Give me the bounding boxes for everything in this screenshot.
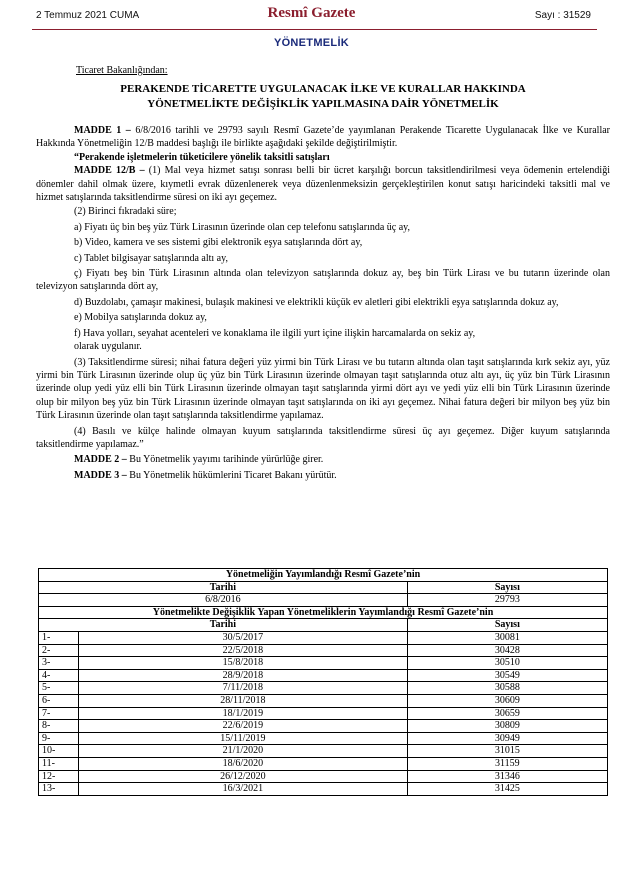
table-row <box>39 720 608 733</box>
row-gazette-number: 31346 <box>407 770 607 783</box>
row-number: 12- <box>39 770 79 783</box>
article-3-label: MADDE 3 – <box>74 469 127 481</box>
column-date-header: Tarihi <box>39 619 408 632</box>
table-header-original: Yönetmeliğin Yayımlandığı Resmî Gazete’nin <box>39 569 608 582</box>
row-date: 16/3/2021 <box>79 783 408 796</box>
regulation-title-line-2: YÖNETMELİKTE DEĞİŞİKLİK YAPILMASINA DAİR YÖNETMELİK <box>147 98 499 110</box>
row-gazette-number: 30659 <box>407 707 607 720</box>
row-number: 13- <box>39 783 79 796</box>
row-date: 15/8/2018 <box>79 657 408 670</box>
masthead-divider <box>32 29 597 30</box>
row-date: 21/1/2020 <box>79 745 408 758</box>
row-date: 15/11/2019 <box>79 732 408 745</box>
table-row <box>39 745 608 758</box>
row-date: 28/9/2018 <box>79 669 408 682</box>
regulation-body <box>36 124 610 482</box>
column-date-header: Tarihi <box>39 581 408 594</box>
row-date: 30/5/2017 <box>79 631 408 644</box>
row-date: 22/5/2018 <box>79 644 408 657</box>
table-row <box>39 732 608 745</box>
row-number: 5- <box>39 682 79 695</box>
list-item: b) Video, kamera ve ses sistemi gibi elektronik eşya satışlarında dört ay, <box>74 237 363 249</box>
original-number: 29793 <box>407 594 607 607</box>
row-number: 7- <box>39 707 79 720</box>
table-row <box>39 594 608 607</box>
article-2-label: MADDE 2 – <box>74 454 127 466</box>
article-1-label: MADDE 1 – <box>74 125 131 136</box>
article-2-text: Bu Yönetmelik yayımı tarihinde yürürlüğe girer. <box>126 454 324 466</box>
list-item: ç) Fiyatı beş bin Türk Lirasının altında olan televizyon satışlarında dokuz ay, beş bin Türk Lirası ve bu tutarın üzerinde olan televizyon satışlarında dört ay, <box>36 268 610 293</box>
table-column-row <box>39 581 608 594</box>
list-item: d) Buzdolabı, çamaşır makinesi, bulaşık makinesi ve elektrikli küçük ev aletleri gibi elektrikli eşya satışlarında dokuz ay, <box>74 296 559 308</box>
table-row <box>39 694 608 707</box>
table-header-amendments: Yönetmelikte Değişiklik Yapan Yönetmeliklerin Yayımlandığı Resmî Gazete’nin <box>39 606 608 619</box>
row-date: 18/6/2020 <box>79 757 408 770</box>
row-date: 18/1/2019 <box>79 707 408 720</box>
row-number: 3- <box>39 657 79 670</box>
row-gazette-number: 30809 <box>407 720 607 733</box>
issue-number: Sayı : 31529 <box>534 10 591 21</box>
section-title: YÖNETMELİK <box>273 37 350 49</box>
table-header-row <box>39 569 608 582</box>
row-number: 8- <box>39 720 79 733</box>
article-12b-label: MADDE 12/B – <box>74 165 145 177</box>
article-12b-heading: “Perakende işletmelerin tüketicilere yönelik taksitli satışları <box>74 151 330 163</box>
table-row <box>39 644 608 657</box>
article-1-text: 6/8/2016 tarihli ve 29793 sayılı Resmî Gazete’de yayımlanan Perakende Ticarette Uygulanacak İlke ve Kurallar Hakkında Yönetmeliğin 12/B maddesi başlığı ile birlikte aşağıdaki şekilde değiştirilmiştir. <box>36 125 610 150</box>
row-number: 4- <box>39 669 79 682</box>
gazette-history-table <box>38 568 608 796</box>
article-12b-para-3: (3) Taksitlendirme süresi; nihai fatura değeri yüz yirmi bin Türk Lirası ve bu tutarın altında olan taşıt satışlarında kırk sekiz ayı, yüz yirmi bin Türk Lirasının üzerinde olup üç yüz bin Türk Lirasının üzerinde olmayan taşıt satışlarında otuz altı ayı, üç yüz bin Türk Lirasının üzerinde olup yedi yüz elli bin Türk Lirasının üzerinde olmayan taşıt satışlarında yirmi dört ayı ve yedi yüz elli bin Türk Lirasının üzerinde olup bir milyon beş yüz bin Türk Lirasının üzerinde olmayan taşıt satışlarında on iki ayı geçemez. Nihai fatura değeri bir milyon beş yüz bin Türk Lirasının üzerinde olan taşıt satışlarında taksitlendirme yapılamaz. <box>36 356 610 422</box>
row-number: 1- <box>39 631 79 644</box>
list-closing: olarak uygulanır. <box>74 341 142 353</box>
article-1 <box>36 124 610 151</box>
table-row <box>39 783 608 796</box>
column-number-header: Sayısı <box>407 581 607 594</box>
row-gazette-number: 30549 <box>407 669 607 682</box>
row-number: 11- <box>39 757 79 770</box>
row-number: 10- <box>39 745 79 758</box>
column-number-header: Sayısı <box>407 619 607 632</box>
table-column-row <box>39 619 608 632</box>
table-row <box>39 631 608 644</box>
row-date: 7/11/2018 <box>79 682 408 695</box>
row-number: 6- <box>39 694 79 707</box>
masthead <box>0 0 623 30</box>
article-12b-para-4: (4) Basılı ve külçe halinde olmayan kuyum satışlarında taksitlendirme süresi üç ayı geçemez. Diğer kuyum satışlarında taksitlendirme yapılamaz.” <box>36 425 610 450</box>
row-gazette-number: 30081 <box>407 631 607 644</box>
regulation-title-line-1: PERAKENDE TİCARETTE UYGULANACAK İLKE VE KURALLAR HAKKINDA <box>120 83 526 95</box>
article-3 <box>36 469 610 482</box>
list-item: e) Mobilya satışlarında dokuz ay, <box>74 312 207 324</box>
table-row <box>39 682 608 695</box>
list-item: c) Tablet bilgisayar satışlarında altı ay, <box>74 252 228 264</box>
row-gazette-number: 30588 <box>407 682 607 695</box>
article-12b-para-1-text: (1) Mal veya hizmet satışı sonrası belli bir ücret karşılığı borcun taksitlendirilmesi veya ödemenin ertelendiği dönemler dahil olmak üzere, kıymetli evrak düzenlenerek veya düzenlenmeksizin gerçekleştirilen konut satışı haricindeki taksitli mal ve hizmet satışlarında taksitlendirme süresi on iki ayı geçemez. <box>36 165 610 204</box>
row-date: 28/11/2018 <box>79 694 408 707</box>
table-row <box>39 757 608 770</box>
article-2 <box>36 453 610 466</box>
row-number: 2- <box>39 644 79 657</box>
row-gazette-number: 31015 <box>407 745 607 758</box>
row-number: 9- <box>39 732 79 745</box>
gazette-title: Resmî Gazete <box>267 5 356 21</box>
regulation-title <box>36 82 610 112</box>
row-gazette-number: 30428 <box>407 644 607 657</box>
article-3-text: Bu Yönetmelik hükümlerini Ticaret Bakanı yürütür. <box>126 469 337 481</box>
article-12b-para-1 <box>36 164 610 204</box>
row-gazette-number: 30510 <box>407 657 607 670</box>
row-date: 26/12/2020 <box>79 770 408 783</box>
table-row <box>39 657 608 670</box>
table-header-row <box>39 606 608 619</box>
row-gazette-number: 30609 <box>407 694 607 707</box>
table-row <box>39 770 608 783</box>
issue-date: 2 Temmuz 2021 CUMA <box>36 10 140 21</box>
table-row <box>39 669 608 682</box>
ministry-name: Ticaret Bakanlığından: <box>76 65 168 76</box>
table-row <box>39 707 608 720</box>
article-12b-para-2-intro: (2) Birinci fıkradaki süre; <box>74 206 177 218</box>
row-gazette-number: 30949 <box>407 732 607 745</box>
row-gazette-number: 31159 <box>407 757 607 770</box>
row-gazette-number: 31425 <box>407 783 607 796</box>
row-date: 22/6/2019 <box>79 720 408 733</box>
list-item: f) Hava yolları, seyahat acenteleri ve konaklama ile ilgili yurt içine ilişkin harcamalarda on sekiz ay, <box>74 327 476 339</box>
original-date: 6/8/2016 <box>39 594 408 607</box>
list-item: a) Fiyatı üç bin beş yüz Türk Lirasının üzerinde olan cep telefonu satışlarında üç ay, <box>74 221 411 233</box>
